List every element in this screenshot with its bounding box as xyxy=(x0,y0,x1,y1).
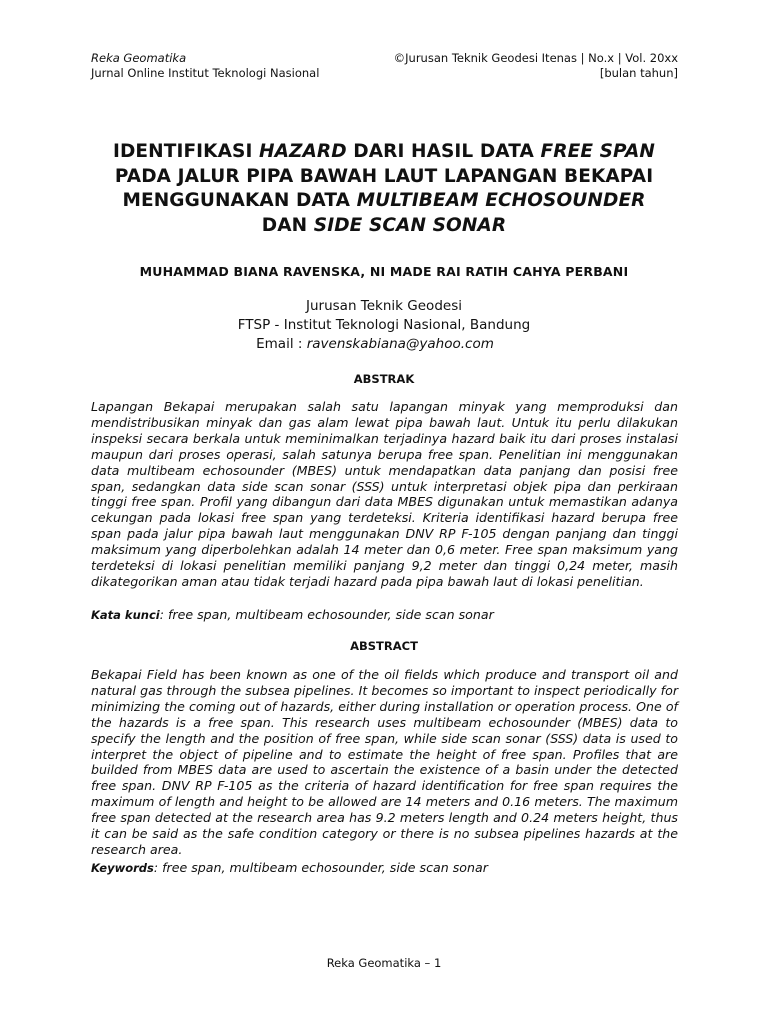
affiliation-email-line: Email : ravenskabiana@yahoo.com xyxy=(256,336,494,352)
email-link[interactable]: ravenskabiana@yahoo.com xyxy=(306,336,494,352)
affiliation xyxy=(60,297,708,354)
title-line-1: IDENTIFIKASI HAZARD DARI HASIL DATA FREE SPAN xyxy=(112,141,656,162)
paper-title xyxy=(60,140,708,238)
journal-header-left xyxy=(91,51,319,81)
abstrak-heading: ABSTRAK xyxy=(353,372,415,386)
abstract-text: Bekapai Field has been known as one of the oil fields which produce and transport oil and natural gas through the subsea pipelines. It becomes so important to inspect periodically for minimizing the coming out of hazards, either during installation or operation process. One of the hazards is a free span. This research uses multibeam echosounder (MBES) data to specify the length and the position of free span, while side scan sonar (SSS) data is used to interpret the object of pipeline and to estimate the height of free span. Profiles that are builded from MBES data are used to ascertain the existence of a basin under the detected free span. DNV RP F-105 as the criteria of hazard identification for free span requires the maximum of length and height to be allowed are 14 meters and 0.16 meters. The maximum free span detected at the research area has 9.2 meters length and 0.24 meters height, thus it can be said as the safe condition category or there is no subsea pipelines hazards at the research area. xyxy=(91,667,678,857)
authors: MUHAMMAD BIANA RAVENSKA, NI MADE RAI RATIH CAHYA PERBANI xyxy=(139,264,629,279)
abstrak-text: Lapangan Bekapai merupakan salah satu lapangan minyak yang memproduksi dan mendistribusikan minyak dan gas alam lewat pipa bawah laut. Untuk itu perlu dilakukan inspeksi secara berkala untuk meminimalkan terjadinya hazard baik itu dari proses instalasi maupun dari proses operasi, salah satunya berupa free span. Penelitian ini menggunakan data multibeam echosounder (MBES) untuk mendapatkan data panjang dan posisi free span, sedangkan data side scan sonar (SSS) untuk interpretasi objek pipa dan perkiraan tinggi free span. Profil yang dibangun dari data MBES digunakan untuk memastikan adanya cekungan pada lokasi free span yang terdeteksi. Kriteria identifikasi hazard berupa free span pada jalur pipa bawah laut menggunakan DNV RP F-105 dengan panjang dan tinggi maksimum yang diperbolehkan adalah 14 meter dan 0,6 meter. Free span maksimum yang terdeteksi di lokasi penelitian memiliki panjang 9,2 meter dan tinggi 0,24 meter, masih dikategorikan aman atau tidak terjadi hazard pada pipa bawah laut di lokasi penelitian. xyxy=(91,399,678,589)
journal-subtitle: Jurnal Online Institut Teknologi Nasional xyxy=(91,66,320,80)
journal-date: [bulan tahun] xyxy=(599,66,678,80)
kata-kunci: Kata kunci: free span, multibeam echosounder, side scan sonar xyxy=(91,607,494,622)
page-footer: Reka Geomatika – 1 xyxy=(326,956,442,970)
keywords: Keywords: free span, multibeam echosounder, side scan sonar xyxy=(91,860,488,875)
title-line-4: DAN SIDE SCAN SONAR xyxy=(261,214,507,236)
journal-name: Reka Geomatika xyxy=(91,51,187,65)
title-line-3: MENGGUNAKAN DATA MULTIBEAM ECHOSOUNDER xyxy=(122,190,646,211)
affiliation-institution: FTSP - Institut Teknologi Nasional, Bandung xyxy=(237,317,531,333)
abstract-heading: ABSTRACT xyxy=(350,639,418,653)
affiliation-dept: Jurusan Teknik Geodesi xyxy=(306,298,462,314)
journal-header-right xyxy=(394,51,678,81)
title-line-2: PADA JALUR PIPA BAWAH LAUT LAPANGAN BEKAPAI xyxy=(114,165,654,187)
journal-copyright: ©Jurusan Teknik Geodesi Itenas | No.x | Vol. 20xx xyxy=(393,51,678,65)
